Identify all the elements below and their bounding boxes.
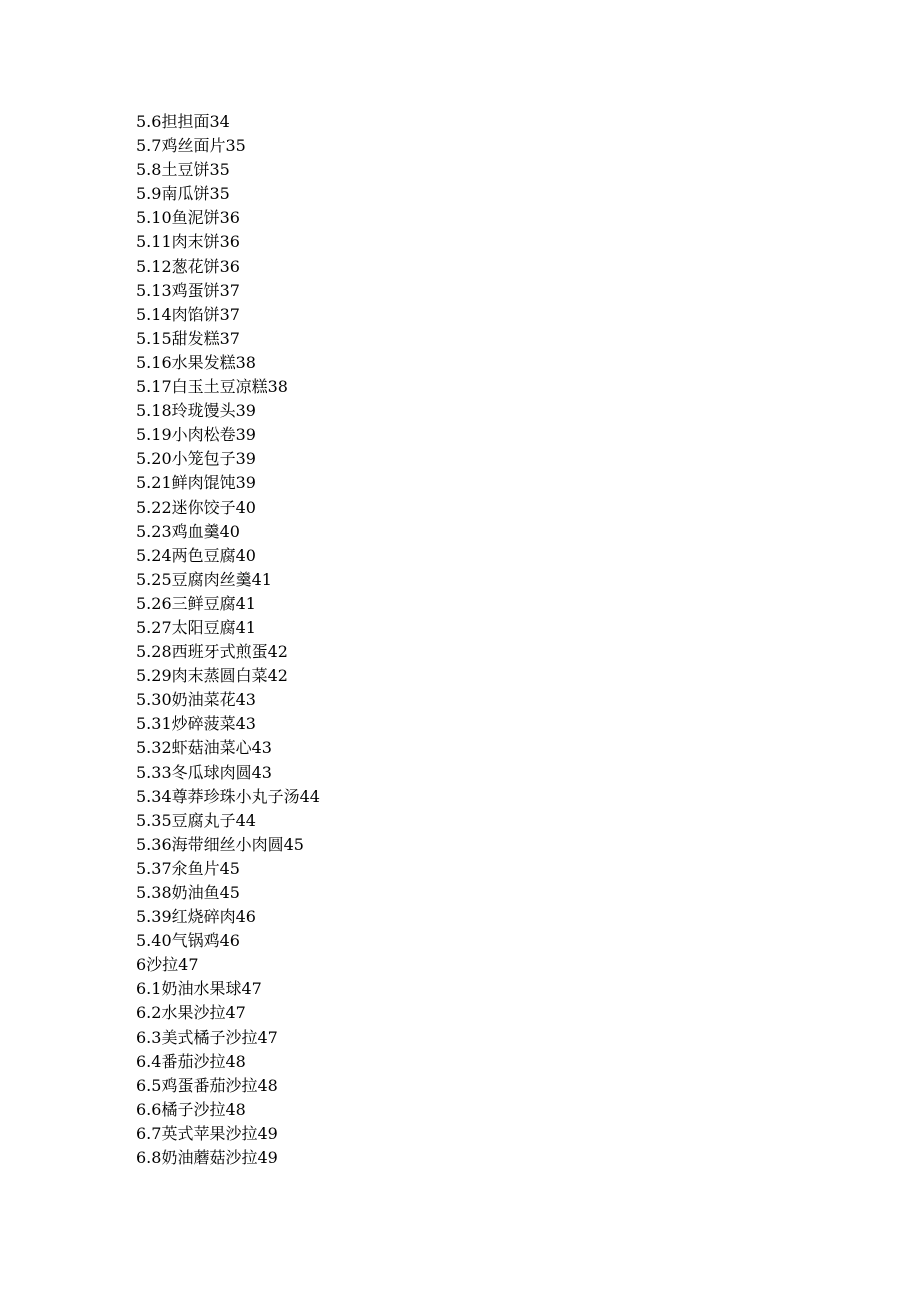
toc-entry: 5.10鱼泥饼36 xyxy=(136,208,240,228)
toc-entry: 5.33冬瓜球肉圆43 xyxy=(136,762,272,782)
toc-entry: 5.26三鲜豆腐41 xyxy=(136,593,256,613)
toc-entry: 5.25豆腐肉丝羹41 xyxy=(136,569,272,589)
toc-entry: 5.29肉末蒸圆白菜42 xyxy=(136,666,288,686)
toc-entry: 5.12葱花饼36 xyxy=(136,256,240,276)
toc-entry: 5.20小笼包子39 xyxy=(136,449,256,469)
toc-entry: 6.2水果沙拉47 xyxy=(136,1003,246,1023)
toc-entry: 5.15甜发糕37 xyxy=(136,328,240,348)
toc-entry: 6.5鸡蛋番茄沙拉48 xyxy=(136,1075,278,1095)
toc-entry: 5.22迷你饺子40 xyxy=(136,497,256,517)
toc-entry: 5.23鸡血羹40 xyxy=(136,521,240,541)
toc-entry: 5.36海带细丝小肉圆45 xyxy=(136,834,304,854)
toc-entry: 5.34尊莽珍珠小丸子汤44 xyxy=(136,786,320,806)
toc-entry: 5.21鲜肉馄饨39 xyxy=(136,473,256,493)
toc-entry: 5.35豆腐丸子44 xyxy=(136,810,256,830)
toc-entry: 6.3美式橘子沙拉47 xyxy=(136,1027,278,1047)
toc-entry: 5.38奶油鱼45 xyxy=(136,883,240,902)
toc-entry: 6.6橘子沙拉48 xyxy=(136,1099,246,1119)
toc-entry: 5.9南瓜饼35 xyxy=(136,184,230,204)
toc-entry: 5.39红烧碎肉46 xyxy=(136,907,256,927)
toc-entry: 5.18玲珑馒头39 xyxy=(136,401,256,421)
toc-entry: 5.31炒碎菠菜43 xyxy=(136,714,256,734)
toc-entry: 5.6担担面34 xyxy=(136,112,230,131)
toc-entry: 5.37氽鱼片45 xyxy=(136,858,240,878)
toc-entry: 6.1奶油水果球47 xyxy=(136,979,262,999)
toc-entry: 6沙拉47 xyxy=(136,955,199,975)
toc-entry: 5.40气锅鸡46 xyxy=(136,931,240,951)
toc-entry: 5.11肉末饼36 xyxy=(136,232,240,252)
toc-entry: 5.32虾菇油菜心43 xyxy=(136,738,272,758)
toc-entry: 5.8土豆饼35 xyxy=(136,160,230,180)
toc-entry: 6.8奶油蘑菇沙拉49 xyxy=(136,1148,278,1168)
toc-entry: 5.13鸡蛋饼37 xyxy=(136,280,240,300)
toc-entry: 5.14肉馅饼37 xyxy=(136,304,240,324)
toc-entry: 5.19小肉松卷39 xyxy=(136,425,256,445)
toc-entry: 5.17白玉土豆凉糕38 xyxy=(136,377,288,397)
toc-entry: 5.27太阳豆腐41 xyxy=(136,617,256,637)
toc-entry: 6.7英式苹果沙拉49 xyxy=(136,1123,278,1143)
toc-entry: 5.30奶油菜花43 xyxy=(136,690,256,710)
toc-entry: 5.16水果发糕38 xyxy=(136,352,256,372)
toc-entry: 5.7鸡丝面片35 xyxy=(136,136,246,156)
toc-entry: 6.4番茄沙拉48 xyxy=(136,1051,246,1071)
toc-entry: 5.24两色豆腐40 xyxy=(136,545,256,565)
table-of-contents xyxy=(136,110,320,1170)
toc-entry: 5.28西班牙式煎蛋42 xyxy=(136,642,288,662)
